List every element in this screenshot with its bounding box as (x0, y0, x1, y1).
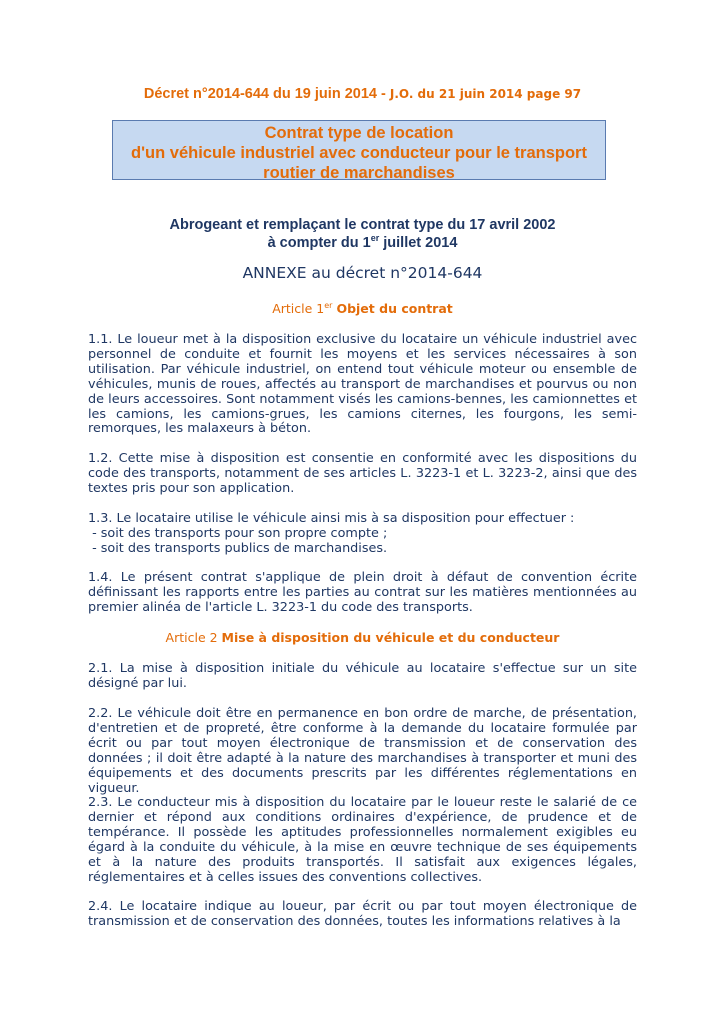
paragraph-2-1: 2.1. La mise à disposition initiale du véhicule au locataire s'effectue sur un site désigné par lui. (88, 661, 637, 691)
journal-officiel-reference: J.O. du 21 juin 2014 page 97 (389, 87, 582, 101)
paragraph-1-3-line-3: - soit des transports publics de marchandises. (88, 540, 388, 556)
contract-title-line-3: routier de marchandises (263, 164, 455, 182)
abrogation-line-1: Abrogeant et remplaçant le contrat type du 17 avril 2002 (169, 217, 556, 233)
contract-title-line-2: d'un véhicule industriel avec conducteur pour le transport (131, 144, 587, 162)
paragraph-1-4: 1.4. Le présent contrat s'applique de plein droit à défaut de convention écrite définissant les rapports entre les parties au contrat sur les matières mentionnées au premier alinéa de l'article L. 3223-1 du code des transports. (88, 570, 637, 615)
abrogation-date-prefix: à compter du 1 (267, 235, 371, 251)
paragraph-1-3-line-1: 1.3. Le locataire utilise le véhicule ainsi mis à sa disposition pour effectuer : (88, 511, 575, 526)
article-2-title: Mise à disposition du véhicule et du conducteur (221, 630, 560, 645)
paragraph-1-2: 1.2. Cette mise à disposition est consentie en conformité avec les dispositions du code des transports, notamment de ses articles L. 3223-1 et L. 3223-2, ainsi que des textes pris pour son application. (88, 451, 637, 496)
paragraph-1-3-line-2: - soit des transports pour son propre compte ; (88, 525, 388, 541)
paragraph-2-4: 2.4. Le locataire indique au loueur, par écrit ou par tout moyen électronique de transmission et de conservation des données, toutes les informations relatives à la (88, 899, 637, 929)
paragraph-2-2: 2.2. Le véhicule doit être en permanence en bon ordre de marche, de présentation, d'entretien et de propreté, être conforme à la demande du locataire formulée par écrit ou par tout moyen électronique de transmission et de conservation des données ; il doit être adapté à la nature des marchandises à transporter et muni des équipements et des documents prescrits par les différentes réglementations en vigueur. (88, 706, 637, 796)
paragraph-2-3: 2.3. Le conducteur mis à disposition du locataire par le loueur reste le salarié de ce dernier et répond aux conditions ordinaires d'expérience, de prudence et de tempérance. Il possède les aptitudes professionnelles normalement exigibles eu égard à la conduite du véhicule, à la mise en œuvre technique de ses équipements et à la nature des produits transportés. Il satisfait aux exigences légales, réglementaires et à celles issues des conventions collectives. (88, 795, 637, 885)
contract-title-line-1: Contrat type de location (264, 124, 454, 142)
paragraph-1-3 (88, 512, 637, 557)
decree-reference (0, 86, 725, 102)
paragraph-1-1: 1.1. Le loueur met à la disposition exclusive du locataire un véhicule industriel avec personnel de conduite et fournit les moyens et les services nécessaires à son utilisation. Par véhicule industriel, on entend tout véhicule moteur ou ensemble de véhicules, munis de roues, affectés au transport de marchandises et pourvus ou non de leurs accessoires. Sont notamment visés les camions-bennes, les camionnettes et les camions, les camions-grues, les camions citernes, les fourgons, les semi-remorques, les malaxeurs à béton. (88, 332, 637, 437)
abrogation-notice (0, 216, 725, 252)
article-2-heading (0, 630, 725, 645)
article-1-sup: er (324, 301, 333, 310)
abrogation-date-suffix: juillet 2014 (379, 235, 458, 251)
abrogation-line-2 (0, 234, 725, 252)
article-1-label: Article 1 (272, 301, 325, 316)
article-1-heading (0, 301, 725, 316)
annexe-heading: ANNEXE au décret n°2014-644 (242, 264, 483, 282)
decree-number: Décret n°2014-644 du 19 juin 2014 - (143, 86, 386, 102)
article-2-label: Article 2 (165, 630, 218, 645)
contract-title-box (112, 120, 606, 180)
abrogation-date-sup: er (370, 233, 380, 243)
article-1-title: Objet du contrat (336, 301, 453, 316)
